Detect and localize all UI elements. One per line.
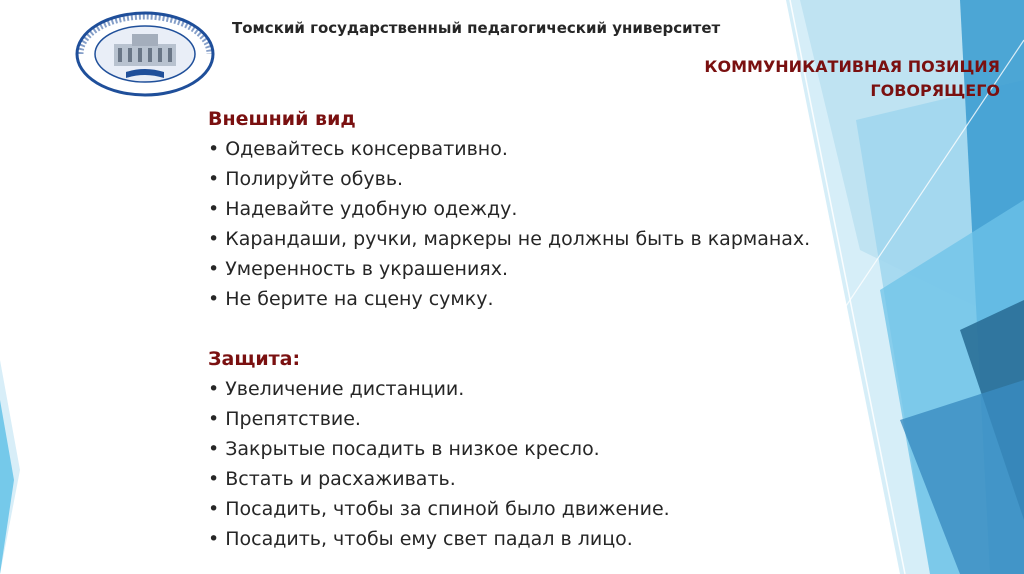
bullet-icon: •	[208, 258, 220, 280]
list-item	[208, 374, 928, 404]
list-item-text: Посадить, чтобы за спиной было движение.	[225, 498, 670, 520]
university-name: Томский государственный педагогический университет	[232, 19, 721, 37]
slide-title-line-1: КОММУНИКАТИВНАЯ ПОЗИЦИЯ	[704, 57, 1000, 76]
list-item-text: Не берите на сцену сумку.	[225, 288, 494, 310]
list-item-text: Посадить, чтобы ему свет падал в лицо.	[225, 528, 633, 550]
section-heading-appearance: Внешний вид	[208, 108, 356, 130]
bullet-icon: •	[208, 288, 220, 310]
list-item-text: Карандаши, ручки, маркеры не должны быть в карманах.	[225, 228, 811, 250]
list-item	[208, 524, 928, 554]
bullet-icon: •	[208, 528, 220, 550]
bullet-icon: •	[208, 138, 220, 160]
list-item-text: Полируйте обувь.	[225, 168, 404, 190]
list-item	[208, 404, 928, 434]
list-item	[208, 164, 928, 194]
university-logo	[74, 10, 216, 98]
list-item	[208, 224, 928, 254]
list-item	[208, 284, 928, 314]
list-item-text: Закрытые посадить в низкое кресло.	[225, 438, 600, 460]
bullet-icon: •	[208, 228, 220, 250]
list-item-text: Умеренность в украшениях.	[225, 258, 509, 280]
slide-title-line-2: ГОВОРЯЩЕГО	[870, 81, 1000, 100]
bullet-icon: •	[208, 168, 220, 190]
bullet-icon: •	[208, 498, 220, 520]
list-item-text: Препятствие.	[225, 408, 361, 430]
list-item	[208, 434, 928, 464]
list-item-text: Увеличение дистанции.	[225, 378, 465, 400]
list-item	[208, 194, 928, 224]
list-item	[208, 494, 928, 524]
bullet-icon: •	[208, 198, 220, 220]
bullet-icon: •	[208, 468, 220, 490]
list-item-text: Надевайте удобную одежду.	[225, 198, 518, 220]
slide-content	[208, 104, 928, 554]
section-spacer	[208, 314, 928, 344]
list-item-text: Одевайтесь консервативно.	[225, 138, 508, 160]
list-item	[208, 134, 928, 164]
list-item	[208, 464, 928, 494]
list-item-text: Встать и расхаживать.	[225, 468, 456, 490]
bullet-icon: •	[208, 378, 220, 400]
list-item	[208, 254, 928, 284]
bullet-icon: •	[208, 408, 220, 430]
bullet-icon: •	[208, 438, 220, 460]
section-heading-protection: Защита:	[208, 348, 301, 370]
slide-title	[640, 55, 1000, 103]
